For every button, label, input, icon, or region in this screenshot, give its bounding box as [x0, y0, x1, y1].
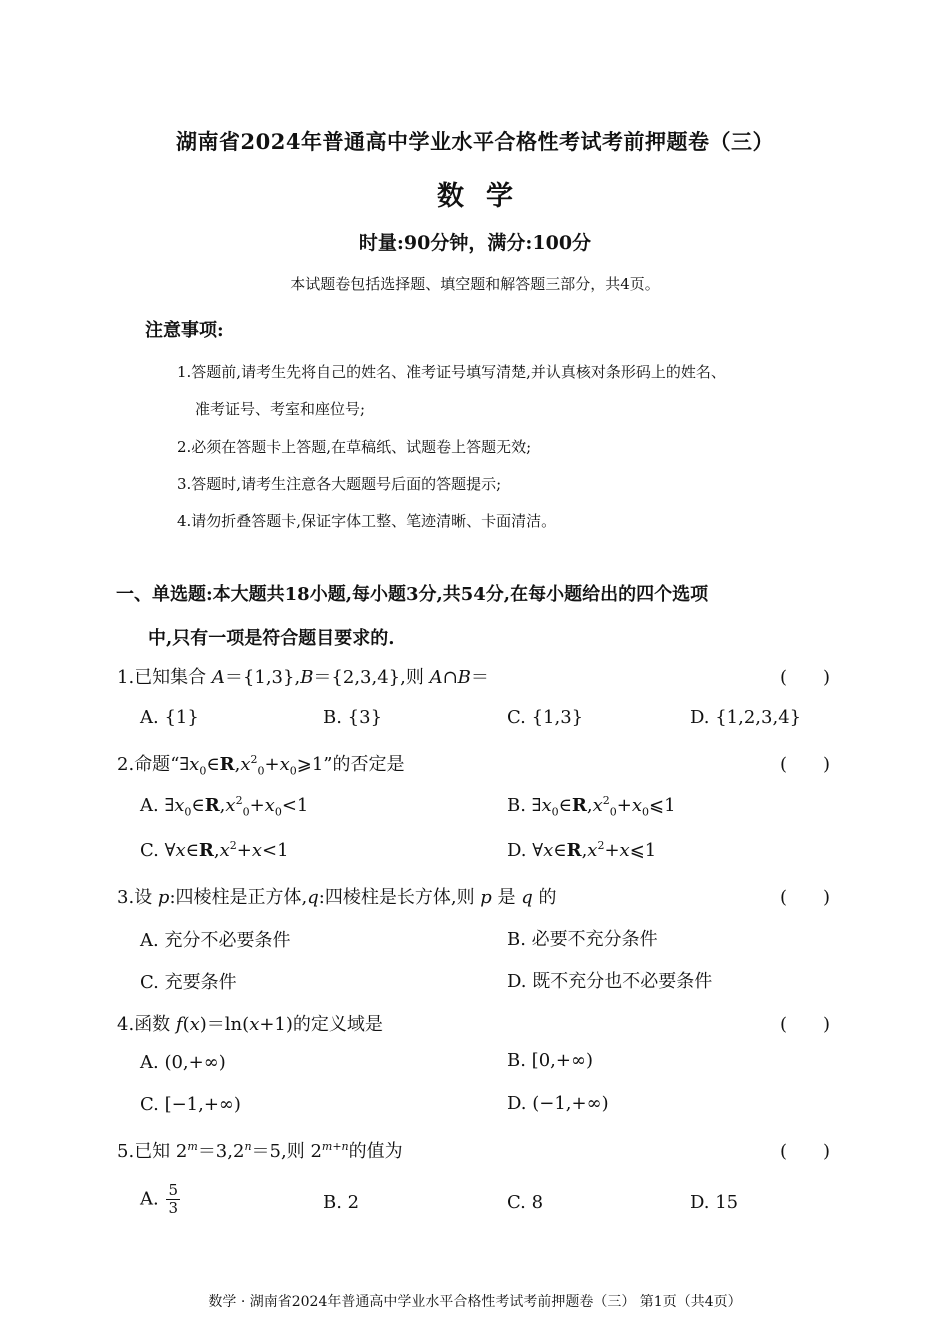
stem-text: 的值为: [348, 1141, 403, 1162]
math-var: x: [631, 795, 643, 816]
math-text: ,: [234, 754, 241, 775]
math-var: f: [175, 1014, 183, 1035]
math-var: x: [619, 840, 630, 861]
fraction: [166, 1182, 180, 1217]
superscript: 2: [597, 839, 605, 852]
notice-item-4: 4.请勿折叠答题卡,保证字体工整、笔迹清晰、卡面清洁。: [177, 512, 557, 530]
option-label: C. ∀: [140, 840, 176, 861]
subscript: 0: [274, 805, 282, 819]
question-1-stem: [117, 663, 489, 689]
time-and-score: 时量:90分钟，满分:100分: [358, 232, 592, 254]
q2-option-c: [140, 840, 289, 861]
q1-option-d: D. {1,2,3,4}: [690, 707, 802, 728]
q5-option-d: D. 15: [690, 1192, 739, 1213]
math-var: x: [189, 1014, 200, 1035]
option-label: D. ∀: [507, 840, 544, 861]
q2-option-d: [507, 840, 656, 861]
notice-item-1-cont: 准考证号、考室和座位号;: [195, 400, 366, 418]
math-text: ⩽1: [629, 840, 657, 861]
question-number: 3.: [117, 887, 135, 908]
exam-title: 湖南省2024年普通高中学业水平合格性考试考前押题卷（三）: [176, 129, 774, 154]
option-label: B. ∃: [507, 795, 542, 816]
section1-heading: 一、单选题:本大题共18小题,每小题3分,共54分,在每小题给出的四个选项: [116, 584, 709, 605]
math-text: ⩽1: [649, 795, 676, 816]
answer-bracket: ( ): [780, 887, 831, 908]
math-var: x: [225, 795, 236, 816]
q4-option-b: B. [0,+∞): [507, 1050, 593, 1071]
q3-option-d: D. 既不充分也不必要条件: [507, 971, 713, 992]
subscript: 0: [609, 805, 617, 819]
question-number: 1.: [117, 667, 135, 688]
fraction-denominator: 3: [168, 1199, 178, 1217]
math-var: x: [174, 795, 185, 816]
math-var: x: [541, 795, 552, 816]
question-3-stem: [117, 883, 557, 909]
math-var: A: [211, 667, 225, 688]
math-text: 2: [175, 1141, 188, 1162]
math-var: x: [240, 754, 251, 775]
answer-bracket: ( ): [780, 1141, 831, 1162]
math-text: “∃: [170, 754, 190, 775]
question-4-stem: [117, 1010, 383, 1036]
math-var: B: [457, 667, 471, 688]
subscript: 0: [257, 764, 265, 778]
option-label: A.: [140, 1188, 165, 1210]
q2-option-a: [140, 794, 309, 819]
fraction-numerator: 5: [168, 1181, 178, 1199]
option-label: A. ∃: [140, 795, 175, 816]
notice-item-3: 3.答题时,请考生注意各大题题号后面的答题提示;: [177, 475, 502, 493]
math-set: R: [219, 754, 235, 775]
subscript: 0: [242, 805, 250, 819]
math-var: q: [307, 887, 319, 908]
subject-title: 数学: [437, 181, 535, 212]
math-text: ＝{2,3,4},则: [313, 667, 430, 688]
math-set: R: [198, 840, 214, 861]
q4-option-a: A. (0,+∞): [140, 1052, 226, 1073]
math-text: ∈: [558, 795, 572, 816]
stem-text: +1)的定义域是: [259, 1014, 383, 1035]
subscript: 0: [199, 764, 207, 778]
math-var: q: [521, 887, 533, 908]
notice-heading: 注意事项:: [145, 320, 224, 341]
q5-option-b: B. 2: [323, 1192, 360, 1213]
math-text: ,: [586, 795, 593, 816]
q5-option-c: C. 8: [507, 1192, 544, 1213]
math-text: +: [604, 840, 620, 861]
math-text: )＝ln(: [199, 1014, 250, 1035]
math-exponent: n: [244, 1140, 252, 1153]
section1-heading-cont: 中,只有一项是符合题目要求的.: [148, 628, 395, 649]
page-footer: 数学 · 湖南省2024年普通高中学业水平合格性考试考前押题卷（三） 第1页（共4页）: [208, 1294, 742, 1310]
math-text: ,: [581, 840, 588, 861]
math-var: A: [429, 667, 443, 688]
question-number: 2.: [117, 754, 135, 775]
math-text: ＝5,则 2: [251, 1141, 322, 1162]
question-number: 4.: [117, 1014, 135, 1035]
subscript: 0: [642, 805, 650, 819]
math-exponent: m+n: [321, 1140, 349, 1153]
math-var: x: [175, 840, 186, 861]
math-text: +: [616, 795, 632, 816]
math-text: <1: [281, 795, 309, 816]
q1-option-c: C. {1,3}: [507, 707, 584, 728]
math-exponent: m: [187, 1140, 198, 1153]
math-set: R: [204, 795, 220, 816]
paper-scope: 本试题卷包括选择题、填空题和解答题三部分，共4页。: [290, 275, 660, 293]
stem-text: 已知集合: [134, 667, 212, 688]
stem-text: 函数: [134, 1014, 176, 1035]
math-text: (: [182, 1014, 190, 1035]
math-text: ,: [213, 840, 220, 861]
stem-text: 是: [491, 887, 522, 908]
math-var: x: [279, 754, 290, 775]
stem-text: 的: [532, 887, 557, 908]
math-text: +: [264, 754, 280, 775]
math-set: R: [566, 840, 582, 861]
math-var: x: [592, 795, 603, 816]
math-text: ＝3,2: [197, 1141, 245, 1162]
superscript: 2: [250, 753, 258, 766]
q4-option-c: C. [−1,+∞): [140, 1094, 241, 1115]
math-var: B: [300, 667, 314, 688]
math-text: +: [249, 795, 265, 816]
math-text: ⩾1”的否定是: [296, 754, 405, 775]
math-var: x: [189, 754, 200, 775]
math-text: <1: [262, 840, 289, 861]
notice-item-2: 2.必须在答题卡上答题,在草稿纸、试题卷上答题无效;: [177, 438, 532, 456]
math-var: p: [157, 887, 170, 908]
math-var: x: [249, 1014, 260, 1035]
superscript: 2: [229, 839, 237, 852]
math-text: ＝: [470, 667, 489, 688]
stem-text: 设: [134, 887, 158, 908]
answer-bracket: ( ): [780, 667, 831, 688]
math-text: ,: [219, 795, 226, 816]
q3-option-c: C. 充要条件: [140, 972, 237, 993]
q2-option-b: [507, 794, 676, 819]
math-var: x: [543, 840, 554, 861]
subscript: 0: [551, 805, 559, 819]
math-set: R: [571, 795, 587, 816]
math-text: ∩: [442, 667, 458, 688]
question-5-stem: [117, 1137, 403, 1163]
q3-option-b: B. 必要不充分条件: [507, 929, 658, 950]
subscript: 0: [289, 764, 297, 778]
math-var: x: [219, 840, 230, 861]
q3-option-a: A. 充分不必要条件: [140, 930, 291, 951]
question-2-stem: [117, 750, 405, 776]
stem-text: :四棱柱是正方体,: [169, 887, 308, 908]
math-var: x: [251, 840, 263, 861]
superscript: 2: [235, 794, 243, 807]
stem-text: 命题: [134, 754, 171, 775]
math-text: ∈: [191, 795, 205, 816]
answer-bracket: ( ): [780, 1014, 831, 1035]
math-var: p: [480, 887, 492, 908]
q5-option-a: [140, 1182, 180, 1217]
math-text: ∈: [206, 754, 220, 775]
math-var: x: [264, 795, 275, 816]
q1-option-a: A. {1}: [140, 707, 199, 728]
math-var: x: [587, 840, 598, 861]
answer-bracket: ( ): [780, 754, 831, 775]
math-text: +: [236, 840, 252, 861]
notice-item-1: 1.答题前,请考生先将自己的姓名、准考证号填写清楚,并认真核对条形码上的姓名、: [177, 363, 726, 381]
superscript: 2: [602, 794, 610, 807]
math-text: ＝{1,3},: [224, 667, 301, 688]
stem-text: 已知: [134, 1141, 176, 1162]
math-text: ∈: [185, 840, 199, 861]
q4-option-d: D. (−1,+∞): [507, 1093, 609, 1114]
q1-option-b: B. {3}: [323, 707, 383, 728]
question-number: 5.: [117, 1141, 135, 1162]
math-text: ∈: [553, 840, 567, 861]
subscript: 0: [184, 805, 192, 819]
stem-text: :四棱柱是长方体,则: [318, 887, 481, 908]
